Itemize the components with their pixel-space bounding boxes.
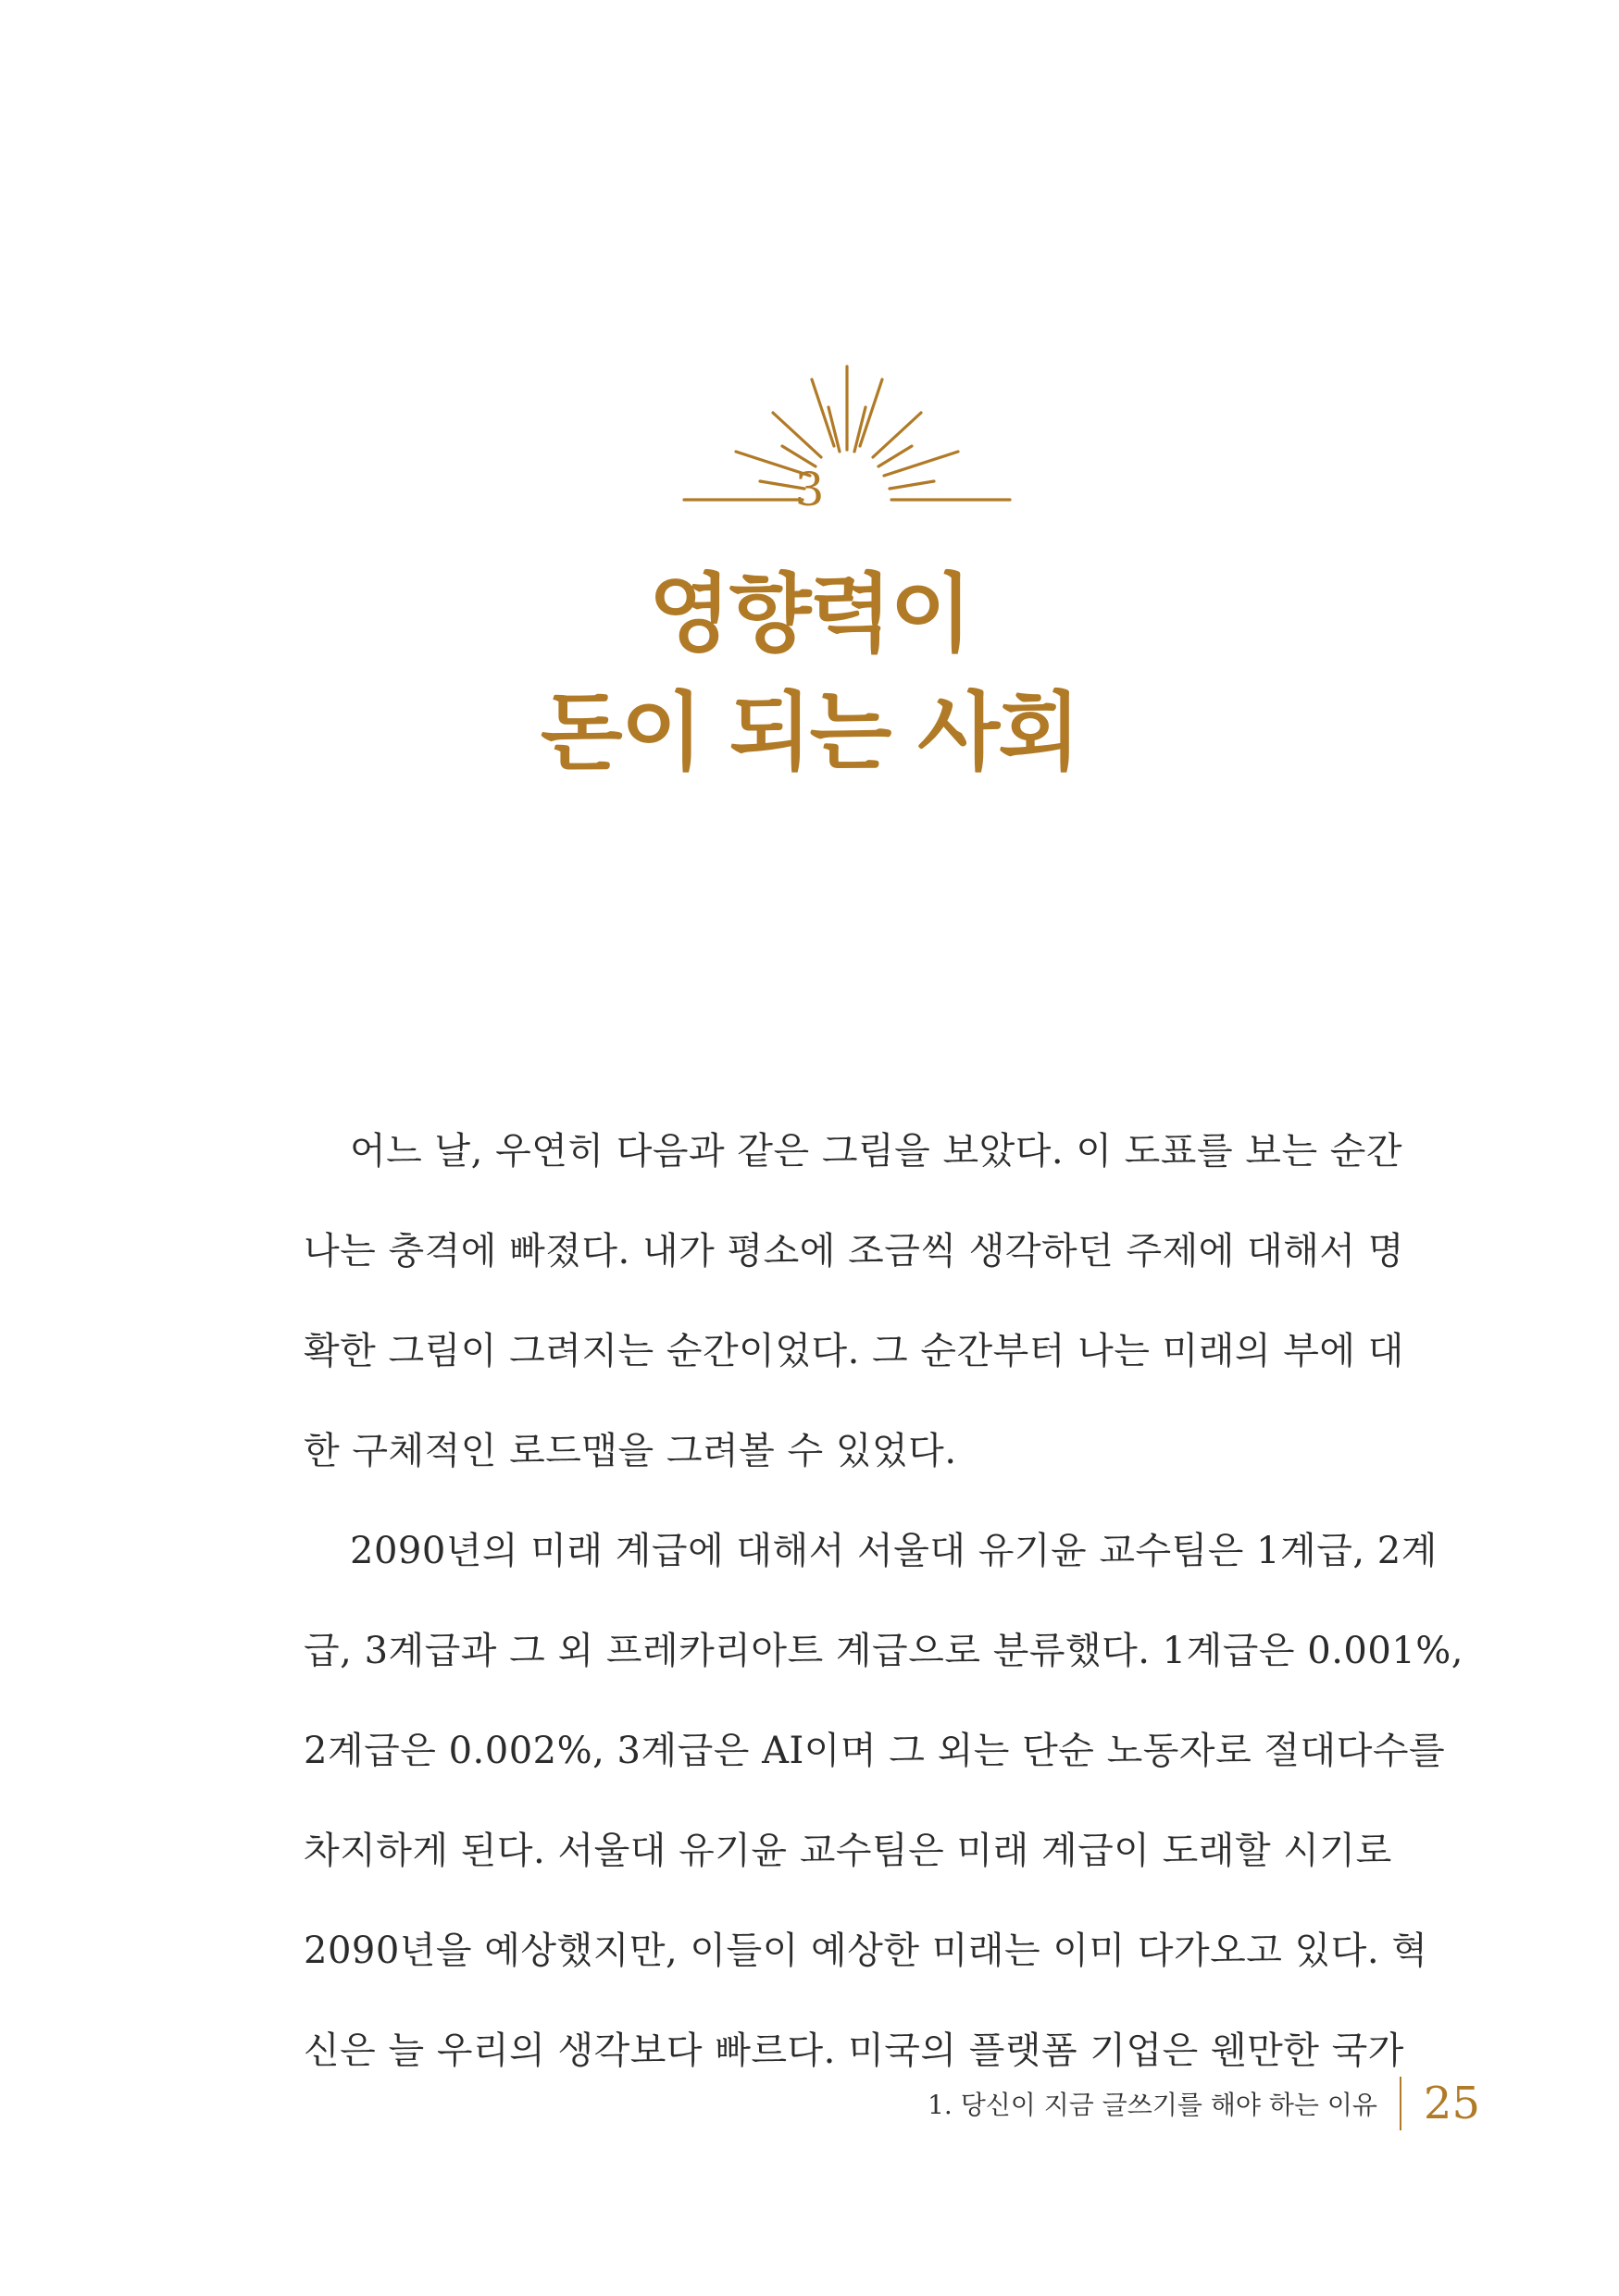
body-line: 어느 날, 우연히 다음과 같은 그림을 보았다. 이 도표를 보는 순간 [350, 1130, 1403, 1173]
page-footer [928, 2071, 1480, 2136]
sunburst-icon [680, 361, 1014, 546]
running-head: 1. 당신이 지금 글쓰기를 해야 하는 이유 [928, 2090, 1377, 2120]
body-line: 2090년의 미래 계급에 대해서 서울대 유기윤 교수팀은 1계급, 2계 [350, 1530, 1438, 1572]
body-line: 2090년을 예상했지만, 이들이 예상한 미래는 이미 다가오고 있다. 혁 [304, 1930, 1428, 1972]
body-line: 급, 3계급과 그 외 프레카리아트 계급으로 분류했다. 1계급은 0.001%, [304, 1630, 1464, 1672]
chapter-title-line-1: 영향력이 [648, 565, 971, 664]
body-line: 2계급은 0.002%, 3계급은 AI이며 그 외는 단순 노동자로 절대다수를 [304, 1730, 1446, 1772]
body-line: 나는 충격에 빠졌다. 내가 평소에 조금씩 생각하던 주제에 대해서 명 [304, 1230, 1404, 1272]
body-line: 차지하게 된다. 서울대 유기윤 교수팀은 미래 계급이 도래할 시기로 [304, 1830, 1392, 1872]
body-line: 신은 늘 우리의 생각보다 빠르다. 미국의 플랫폼 기업은 웬만한 국가 [304, 2029, 1404, 2072]
chapter-title [0, 555, 1619, 792]
chapter-number: 3 [794, 463, 825, 516]
body-text [304, 1101, 1464, 2101]
body-line: 확한 그림이 그려지는 순간이었다. 그 순간부터 나는 미래의 부에 대 [304, 1330, 1404, 1372]
body-line: 한 구체적인 로드맵을 그려볼 수 있었다. [304, 1430, 957, 1472]
chapter-title-line-2: 돈이 되는 사회 [540, 683, 1079, 782]
page-number: 25 [1423, 2078, 1480, 2129]
footer-divider [1400, 2077, 1401, 2130]
